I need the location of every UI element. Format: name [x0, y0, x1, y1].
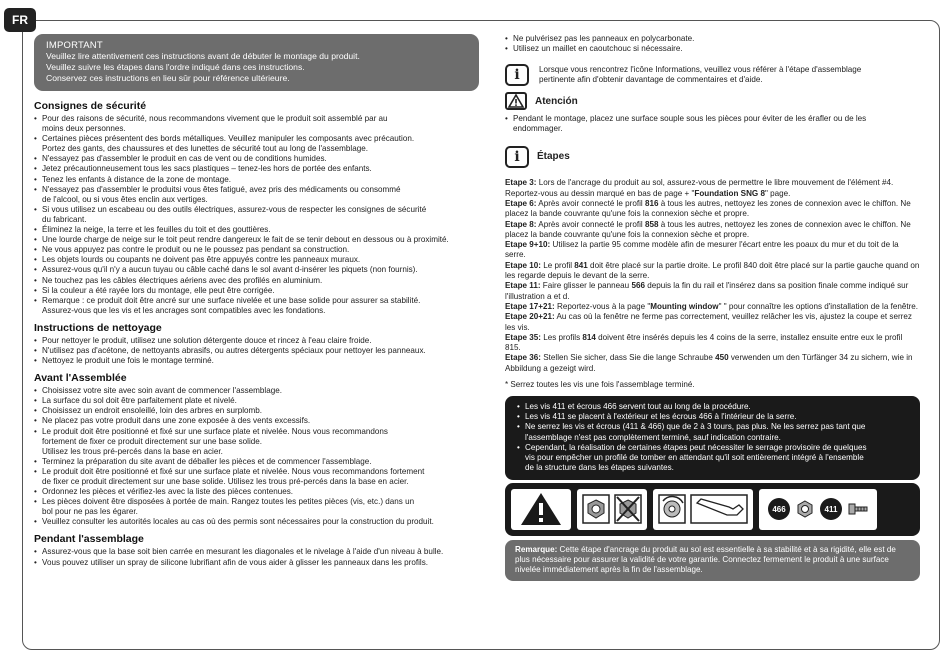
info-icon: i	[505, 146, 529, 168]
step-bold: 816	[644, 198, 659, 208]
list-item: • Ne touchez pas les câbles électriques aériens avec des profilés en aluminium.	[34, 276, 479, 286]
list-item: • N'utilisez pas d'acétone, de nettoyants abrasifs, ou autres détergents spéciaux pour nettoyer les panneaux.	[34, 346, 479, 356]
step-bold: Foundation SNG 8	[694, 188, 765, 198]
list-item: • Certaines pièces présentent des bords métalliques. Veuillez manipuler les composants avec précaution.	[34, 134, 479, 144]
list-item: • Ne placez pas votre produit dans une zone exposée à des vents excessifs.	[34, 416, 479, 426]
parts-picto	[759, 489, 877, 530]
step-item: Etape 6: Après avoir connecté le profil 816 à tous les autres, nettoyez les zones de connexion avec le chiffon. Ne placez la bande couvrante qu'une fois la connexion sèche et propre.	[505, 198, 911, 219]
list-item: • Vous pouvez utiliser un spray de silicone lubrifiant afin de vous aider à glisser les panneaux dans les profils.	[34, 558, 479, 568]
step-bold: 566	[631, 281, 645, 291]
list-item: • Ne vous appuyez pas contre le produit ou ne le poussez pas pendant sa construction.	[34, 245, 479, 255]
list-item: • Jetez précautionneusement tous les sacs plastiques – tenez-les hors de portée des enfants.	[34, 164, 479, 174]
list-item: • Les vis 411 et écrous 466 servent tout au long de la procédure.	[517, 402, 910, 412]
step-bold: 814	[582, 332, 596, 342]
info-line: Lorsque vous rencontrez l'icône Informations, veuillez vous référer à l'étape d'assemblage	[539, 65, 862, 75]
right-column	[505, 34, 920, 581]
list-item: • Si vous utilisez un escabeau ou des outils électriques, assurez-vous de respecter les consignes de sécurité	[34, 205, 479, 215]
list-item: Assurez-vous que les vis et les ancrages sont compatibles avec les fondations.	[42, 305, 326, 315]
step-bold: 841	[574, 260, 588, 270]
list-item: • N'essayez pas d'assembler le produit en cas de vent ou de conditions humides.	[34, 154, 479, 164]
list-item: • Nettoyez le produit une fois le montage terminé.	[34, 356, 479, 366]
list-item: de fixer ce produit directement sur une base solide. Utilisez les trous pré-percés dans la base en acier.	[42, 477, 409, 486]
left-column	[34, 34, 479, 568]
list-item: • Le produit doit être positionné et fixé sur une surface plate et nivelée. Nous vous recommandons	[34, 427, 479, 437]
list-item: • Veuillez consulter les autorités locales au cas où des permis sont nécessaires pour la construction du produit.	[34, 517, 479, 527]
list-item: de la structure dans les étapes suivantes.	[525, 462, 674, 472]
info-line: pertinente afin d'obtenir davantage de commentaires et d'aide.	[539, 75, 763, 85]
attention-list	[505, 114, 920, 134]
list-item: • La surface du sol doit être parfaitement plate et nivelé.	[34, 396, 479, 406]
step-bold: 858	[644, 219, 659, 229]
step-label: Etape 17+21:	[505, 301, 555, 311]
list-item: • Les vis 411 se placent à l'extérieur et les écrous 466 à l'intérieur de la serre.	[517, 412, 910, 422]
remark-text: Cette étape d'ancrage du produit au sol est essentielle à sa stabilité et à sa rigidité, elle est de plus nécessaire pour assurer la validité de votre garantie. Connectez fermement le produit à une surface nivelée immédiatement après la fin de l'assemblage.	[515, 544, 896, 575]
list-item: • Pendant le montage, placez une surface souple sous les pièces pour éviter de les érafler ou de les	[505, 114, 920, 124]
step-item: Etape 35: Les profils 814 doivent être insérés depuis les 4 coins de la serre, installez ensuite entre eux le profil 815.	[505, 332, 903, 353]
list-item: • Ne pulvérisez pas les panneaux en polycarbonate.	[505, 34, 920, 44]
steps-list	[505, 178, 920, 374]
list-item: • Terminez la préparation du site avant de déballer les pièces et de commencer l'assemblage.	[34, 457, 479, 467]
info-row	[505, 62, 920, 86]
before-heading: Avant l'Assemblée	[34, 372, 127, 385]
nut-screw-picto	[577, 489, 647, 530]
etapes-title: Étapes	[537, 150, 570, 162]
list-item: • N'essayez pas d'assembler le produitsi vous êtes fatigué, avez pris des médicaments ou consommé	[34, 185, 479, 195]
list-item: • Choisissez votre site avec soin avant de commencer l'assemblage.	[34, 386, 479, 396]
important-title: IMPORTANT	[46, 40, 103, 51]
attention-header	[505, 92, 920, 110]
screw-info-list	[517, 402, 910, 473]
warning-icon	[505, 92, 527, 110]
step-item: Etape 3: Lors de l'ancrage du produit au sol, assurez-vous de permettre le libre mouvement de l'élément #4. Reportez-vous au dessin marqué en bas de page + "Foundation SNG 8" page.	[505, 178, 894, 198]
step-label: Etape 6:	[505, 198, 537, 208]
step-item: Etape 20+21: Au cas où la fenêtre ne ferme pas correctement, veuillez relâcher les vis, ajustez la coupe et serrez les vis.	[505, 312, 912, 332]
pictogram-row	[505, 483, 920, 536]
remark-label: Remarque:	[515, 544, 558, 554]
info-text	[539, 62, 861, 85]
steps-note: * Serrez toutes les vis une fois l'assemblage terminé.	[505, 380, 695, 390]
safety-list	[34, 114, 479, 316]
list-item: • Ordonnez les pièces et vérifiez-les avec la liste des pièces contenues.	[34, 487, 479, 497]
info-icon: i	[505, 64, 529, 86]
step-bold: Mounting window	[650, 301, 719, 311]
step-label: Etape 8:	[505, 219, 537, 229]
remark-box	[505, 540, 920, 581]
cleaning-list	[34, 336, 479, 366]
list-item: • Pour nettoyer le produit, utilisez une solution détergente douce et rincez à l'eau claire froide.	[34, 336, 479, 346]
list-item: du fabricant.	[42, 214, 87, 224]
step-bold: 450	[715, 353, 729, 363]
cleaning-heading: Instructions de nettoyage	[34, 321, 162, 334]
wrench-picto	[653, 489, 753, 530]
list-item: endommager.	[513, 124, 563, 134]
list-item: moins deux personnes.	[42, 124, 126, 134]
warning-picto	[511, 489, 571, 530]
list-item: Utilisez les trous pré-percés dans la base en acier.	[42, 446, 223, 456]
step-item: Etape 8: Après avoir connecté le profil 858 à tous les autres, nettoyez les zones de connexion avec le chiffon. Ne placez la bande couvrante qu'une fois la connexion sèche et propre.	[505, 219, 911, 239]
list-item: • Pour des raisons de sécurité, nous recommandons vivement que le produit soit assemblé par au	[34, 114, 479, 124]
list-item: • Utilisez un maillet en caoutchouc si nécessaire.	[505, 44, 920, 54]
list-item: • Remarque : ce produit doit être ancré sur une surface nivelée et une base solide pour assurer sa stabilité.	[34, 296, 479, 306]
list-item: fortement de fixer ce produit directement sur une base solide.	[42, 436, 262, 446]
screw-number-badge: 411	[820, 498, 842, 520]
step-item: Etape 17+21: Reportez-vous à la page "Mounting window" " pour connaître les options d'installation de la fenêtre.	[505, 301, 919, 311]
list-item: • Ne serrez les vis et écrous (411 & 466) que de 2 à 3 tours, pas plus. Ne les serrez pas tant que	[517, 422, 910, 432]
step-label: Etape 36:	[505, 353, 541, 363]
step-item: Etape 36: Stellen Sie sicher, dass Sie die lange Schraube 450 verwenden um den Türfänger 34 zu sichern, wie in Abbildung a gezeigt wird.	[505, 353, 913, 373]
list-item: • Les objets lourds ou coupants ne doivent pas être appuyés contre les panneaux muraux.	[34, 255, 479, 265]
important-line: Veuillez suivre les étapes dans l'ordre indiqué dans ces instructions.	[46, 62, 305, 72]
step-label: Etape 20+21:	[505, 312, 555, 322]
step-label: Etape 3:	[505, 178, 537, 188]
during-list	[34, 547, 479, 567]
language-tab: FR	[4, 8, 36, 32]
important-line: Veuillez lire attentivement ces instructions avant de débuter le montage du produit.	[46, 51, 360, 61]
attention-title: Atención	[535, 95, 578, 107]
list-item: • Le produit doit être positionné et fixé sur une surface plate et nivelée. Nous vous recommandons fortement	[34, 467, 479, 477]
screw-info-box	[505, 396, 920, 480]
list-item: l'assemblage n'est pas complètement terminé, sauf indication contraire.	[525, 432, 781, 442]
nut-number-badge: 466	[768, 498, 790, 520]
list-item: • Assurez-vous que la base soit bien carrée en mesurant les diagonales et le nivelage à l'aide d'un niveau à bulle.	[34, 547, 479, 557]
step-item: Etape 10: Le profil 841 doit être placé sur la partie droite. Le profil 840 doit être placé sur la partie gauche quand on les regarde depuis le devant de la serre.	[505, 260, 920, 281]
step-label: Etape 11:	[505, 281, 541, 291]
screw-icon	[848, 501, 868, 517]
nut-icon	[796, 500, 814, 518]
etapes-header	[505, 144, 920, 168]
step-item: Etape 11: Faire glisser le panneau 566 depuis la fin du rail et l'insérez dans sa position finale comme indiqué sur l'illustration a et d.	[505, 281, 909, 301]
step-label: Etape 9+10:	[505, 240, 551, 250]
step-item: Etape 9+10: Utilisez la partie 95 comme modèle afin de mesurer l'écart entre les poaux du mur et du toit de la serre.	[505, 240, 899, 260]
list-item: • Les pièces doivent être disposées à portée de main. Rangez toutes les petites pièces (vis, etc.) dans un	[34, 497, 479, 507]
step-label: Etape 10:	[505, 260, 541, 270]
list-item: • Cependant, la réalisation de certaines étapes peut nécessiter le serrage provisoire de quelques	[517, 443, 910, 453]
list-item: de l'alcool, ou si vous êtes enclin aux vertiges.	[42, 194, 208, 204]
during-heading: Pendant l'assemblage	[34, 533, 144, 546]
list-item: • Assurez-vous qu'il n'y a aucun tuyau ou câble caché dans le sol avant d‑insérer les piquets (non fournis).	[34, 265, 479, 275]
list-item: • Choisissez un endroit ensoleillé, loin des arbres en surplomb.	[34, 406, 479, 416]
list-item: • Tenez les enfants à distance de la zone de montage.	[34, 175, 479, 185]
list-item: vis pour empêcher un profilé de tomber en attendant qu'il soit entièrement intégré à l'ensemble	[525, 452, 864, 462]
list-item: Portez des gants, des chaussures et des lunettes de sécurité tout au long de l'assemblage.	[42, 144, 368, 154]
list-item: • Éliminez la neige, la terre et les feuilles du toit et des gouttières.	[34, 225, 479, 235]
right-top-list	[505, 34, 920, 54]
list-item: • Une lourde charge de neige sur le toit peut rendre dangereux le fait de se tenir debout en dessous ou à proximité.	[34, 235, 479, 245]
important-line: Conservez ces instructions en lieu sûr pour référence ultérieure.	[46, 73, 290, 83]
step-label: Etape 35:	[505, 332, 541, 342]
safety-heading: Consignes de sécurité	[34, 100, 147, 112]
important-box	[34, 34, 479, 91]
before-list	[34, 386, 479, 527]
list-item: bol pour ne pas les égarer.	[42, 507, 138, 517]
list-item: • Si la couleur a été rayée lors du montage, elle peut être corrigée.	[34, 286, 479, 296]
